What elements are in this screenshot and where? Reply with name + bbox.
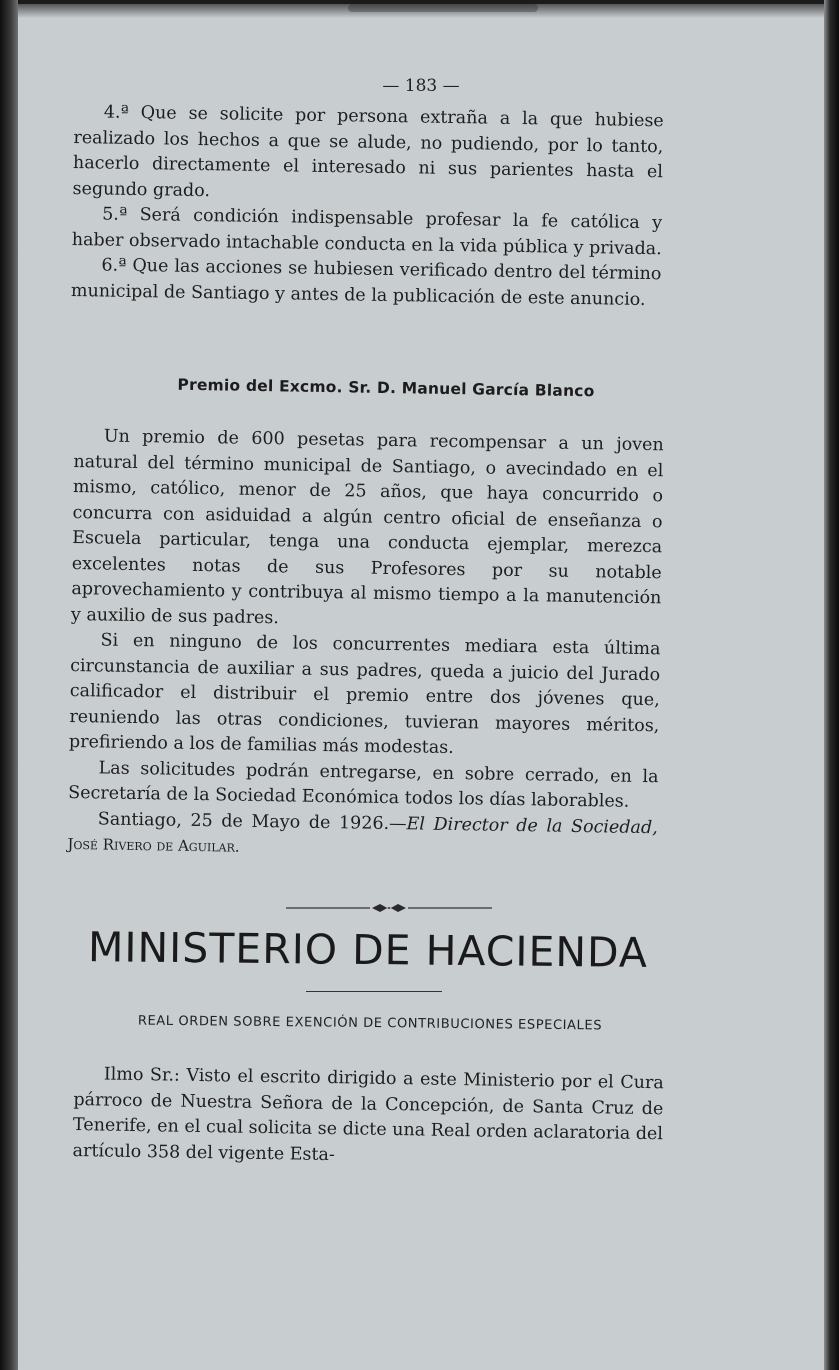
prize-paragraph-1: Un premio de 600 pesetas para recompensar a un joven natural del término municipal de Santiago, o avecindado en el mismo, católico, menor de 25 años, que haya concurrido o concurra con asiduidad a algún centro oficial de enseñanza o Escuela particular, tenga una conducta ejemplar, merezca excelentes notas de sus Profesores por su notable aprovechamiento y contribuya al mismo tiempo a la manutención y auxilio de sus padres. xyxy=(70,426,664,628)
title-rule xyxy=(306,991,442,992)
prize-paragraph-3: Las solicitudes podrán entregarse, en sobre cerrado, en la Secretaría de la Sociedad Económica todos los días laborables. xyxy=(68,757,659,812)
page-edge-right xyxy=(824,0,839,1370)
page-number: — 183 — xyxy=(382,76,460,96)
conditions-block xyxy=(71,100,664,313)
order-body: Ilmo Sr.: Visto el escrito dirigido a este Ministerio por el Cura párroco de Nuestra Señora de la Concepción, de Santa Cruz de Tenerife, en el cual solicita se dicte una Real orden aclaratoria del artículo 358 del vigente Esta- xyxy=(72,1064,664,1165)
signature-line xyxy=(67,806,658,866)
order-heading: REAL ORDEN SOBRE EXENCIÓN DE CONTRIBUCIONES ESPECIALES xyxy=(137,1013,603,1034)
condition-6: 6.ª Que las acciones se hubiesen verificado dentro del término municipal de Santiago y antes de la publicación de este anuncio. xyxy=(70,255,662,310)
prize-paragraph-2: Si en ninguno de los concurrentes mediara esta última circunstancia de auxiliar a sus padres, queda a juicio del Jurado calificador el distribuir el premio entre dos jóvenes que, reuniendo las otras condiciones, tuvieran mayores méritos, prefiriendo a los de familias más modestas. xyxy=(68,630,661,759)
prize-heading: Premio del Excmo. Sr. D. Manuel García Blanco xyxy=(177,375,595,401)
condition-4: 4.ª Que se solicite por persona extraña a la que hubiese realizado los hechos a que se alude, no pudiendo, por lo tanto, hacerlo directamente el interesado ni sus parientes hasta el segundo grado. xyxy=(72,102,664,201)
order-block xyxy=(72,1062,664,1173)
signature-role: El Director de la Sociedad, xyxy=(406,813,658,838)
ornament-divider xyxy=(286,900,492,916)
document-page xyxy=(18,4,824,1370)
ink-smudge xyxy=(348,4,538,12)
page-edge-left xyxy=(0,0,18,1370)
prize-block xyxy=(67,424,664,867)
signature-place-date: Santiago, 25 de Mayo de 1926.— xyxy=(97,808,407,834)
ministry-title: MINISTERIO DE HACIENDA xyxy=(87,923,649,977)
signature-name: José Rivero de Aguilar. xyxy=(67,834,240,856)
condition-5: 5.ª Será condición indispensable profesar la fe católica y haber observado intachable conducta en la vida pública y privada. xyxy=(71,204,663,259)
